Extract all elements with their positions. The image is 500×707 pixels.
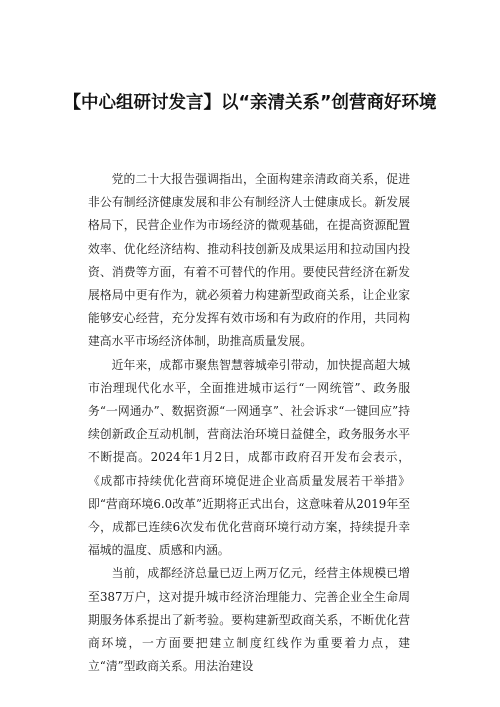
paragraph-3: 当前，成都经济总量已迈上两万亿元，经营主体规模已增至387万户，这对提升城市经济治理能力、完善企业全生命周期服务体系提出了新考验。要构建新型政商关系，不断优化营商环境，一方面要把建立制度红线作为重要着力点，建立“清”型政商关系。用法治建设 — [88, 566, 410, 674]
paragraph-1: 党的二十大报告强调指出，全面构建亲清政商关系，促进非公有制经济健康发展和非公有制经济人士健康成长。新发展格局下，民营企业作为市场经济的微观基础，在提高资源配置效率、优化经济结构、推动科技创新及成果运用和拉动国内投资、消费等方面，有着不可替代的作用。要使民营经济在新发展格局中更有作为，就必须着力构建新型政商关系，让企业家能够安心经营，充分发挥有效市场和有为政府的作用，共同构建高水平市场经济体制，助推高质量发展。 — [88, 172, 410, 349]
document-title: 【中心组研讨发言】以“亲清关系”创营商好环境 — [63, 93, 437, 113]
document-body — [88, 168, 410, 678]
paragraph-2: 近年来，成都市聚焦智慧蓉城牵引带动，加快提高超大城市治理现代化水平，全面推进城市运行“一网统管”、政务服务“一网通办”、数据资源“一网通享”、社会诉求“一键回应”持续创新政企互动机制，营商法治环境日益健全，政务服务水平不断提高。2024年1月2日，成都市政府召开发布会表示，《成都市持续优化营商环境促进企业高质量发展若干举措》即“营商环境6.0改革”近期将正式出台，这意味着从2019年至今，成都已连续6次发布优化营商环境行动方案，持续提升幸福城的温度、质感和内涵。 — [88, 357, 410, 558]
